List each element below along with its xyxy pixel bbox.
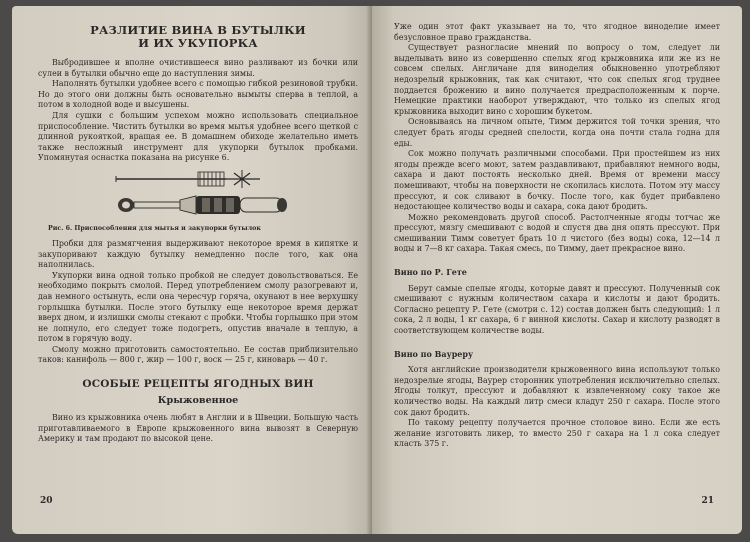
left-bottom-text xyxy=(38,239,358,366)
recipe-heading-goethe: Вино по Р. Гете xyxy=(394,267,467,278)
bottle-brush-drawing xyxy=(116,170,260,188)
right-page xyxy=(372,6,742,534)
paragraph: Хотя английские производители крыжовенного вина используют только недозрелые ягоды, Ваурер сторонник употребления исключительно спелых. Ягоды толкут, прессуют и добавляют к извлеченному соку такое же количество воды. На каждый литр смеси кладут 250 г сахара. После этого сок дают бродить. xyxy=(394,365,720,417)
paragraph: Пробки для размягчения выдерживают некоторое время в кипятке и закупоривают каждую бутылку немедленно после того, как она наполнилась. xyxy=(38,238,358,270)
paragraph: Сок можно получать различными способами. При простейшем из них ягоды прежде всего моют, затем раздавливают, прибавляют немного воды, сахара и дают постоять несколько дней. Время от времени массу помешивают, чтобы на поверхности не скопилась кислота. Потом эту массу прессуют, и сок сливают в бочку. После того, как будет прибавлено недостающее количество воды и сахара, сока дают бродить. xyxy=(394,149,720,212)
left-top-text xyxy=(38,58,358,164)
figure-caption: Рис. 6. Приспособления для мытья и закупорки бутылок xyxy=(48,224,261,232)
page-number-left: 20 xyxy=(40,496,53,506)
section-title: ОСОБЫЕ РЕЦЕПТЫ ЯГОДНЫХ ВИН xyxy=(82,378,314,391)
paragraph: Укупорки вина одной только пробкой не следует довольствоваться. Ее необходимо покрыть смолой. Перед употреблением смолу разогревают и, дав немного остынуть, если она чересчур горяча, окунают в нее верхушку горлышка бутылки. После этого бутылку еще некоторое время держат вверх дном, и излишки смолы стекают с пробки. Чтобы горлышко при этом не лопнуло, его следует тоже подогреть, опустив вначале в теплую, а потом в горячую воду. xyxy=(38,270,358,344)
paragraph: По такому рецепту получается прочное столовое вино. Если же есть желание изготовить ликер, то вместо 250 г сахара на 1 л сока следует класть 375 г. xyxy=(394,418,720,449)
page-number-right: 21 xyxy=(701,496,714,506)
paragraph: Выбродившее и вполне очистившееся вино разливают из бочки или сулеи в бутылки обычно еще до наступления зимы. xyxy=(38,58,358,78)
paragraph: Основываясь на личном опыте, Тимм держится той точки зрения, что следует брать ягоды средней спелости, когда она почти стала годна для еды. xyxy=(394,117,720,148)
corking-tool-drawing xyxy=(118,196,287,214)
left-page-title: РАЗЛИТИЕ ВИНА В БУТЫЛКИ И ИХ УКУПОРКА xyxy=(90,23,306,50)
recipe-heading-waurer: Вино по Вауреру xyxy=(394,348,474,359)
paragraph: Можно рекомендовать другой способ. Растолченные ягоды тотчас же прессуют, мязгу смешивают с водой и спустя два дня опять прессуют. При смешивании Тимм советует брать 10 л чистого (без воды) сока, 12—14 л воды и 7—8 кг сахара. Такая смесь, по Тимму, дает прекрасное вино. xyxy=(394,212,720,254)
figure-6-illustration xyxy=(38,170,358,222)
paragraph: Смолу можно приготовить самостоятельно. Ее состав приблизительно таков: канифоль — 800 г, жир — 100 г, воск — 25 г, киноварь — 40 г. xyxy=(38,344,358,365)
right-top-text xyxy=(394,22,720,255)
left-page xyxy=(12,6,372,534)
paragraph: Уже один этот факт указывает на то, что ягодное виноделие имеет безусловное право гражданства. xyxy=(394,22,720,42)
paragraph: Вино из крыжовника очень любят в Англии и в Швеции. Большую часть приготавливаемого в Европе крыжовенного вина вывозят в Северную Америку и там продают по высокой цене. xyxy=(38,413,358,444)
paragraph: Существует разногласие мнений по вопросу о том, следует ли выделывать вино из совершенно спелых ягод крыжовника или же из не совсем спелых. Англичане для виноделия обыкновенно употребляют недозрелый крыжовник, так как считают, что сок спелых ягод труднее поддается брожению и вино получается предрасположенным к порче. Немецкие практики наоборот утверждают, что только из спелых ягод крыжовника выходит вино с хорошим букетом. xyxy=(394,43,720,116)
paragraph: Для сушки с большим успехом можно использовать специальное приспособление. Чистить бутылки во время мытья удобнее всего щеткой с длинной рукояткой, вращая ее. В домашнем обиходе желательно иметь также несложный инструмент для укупорки бутылок пробками. Упомянутая оснастка показана на рисунке 6. xyxy=(38,110,358,163)
paragraph: Наполнять бутылки удобнее всего с помощью гибкой резиновой трубки. Но до этого они должны быть основательно вымыты сперва в теплой, а потом в холодной воде и высушены. xyxy=(38,79,358,110)
recipe-subtitle: Крыжовенное xyxy=(157,395,239,407)
paragraph: Берут самые спелые ягоды, которые давят и прессуют. Полученный сок смешивают с нужным количеством сахара и кислоты и дают бродить. Согласно рецепту Р. Гете (смотри с. 12) состав должен быть следующий: 1 л сока, 2 л воды, 1 кг сахара, 6 г винной кислоты. Сахар и кислоту разводят в соответствующем количестве воды. xyxy=(394,283,720,336)
